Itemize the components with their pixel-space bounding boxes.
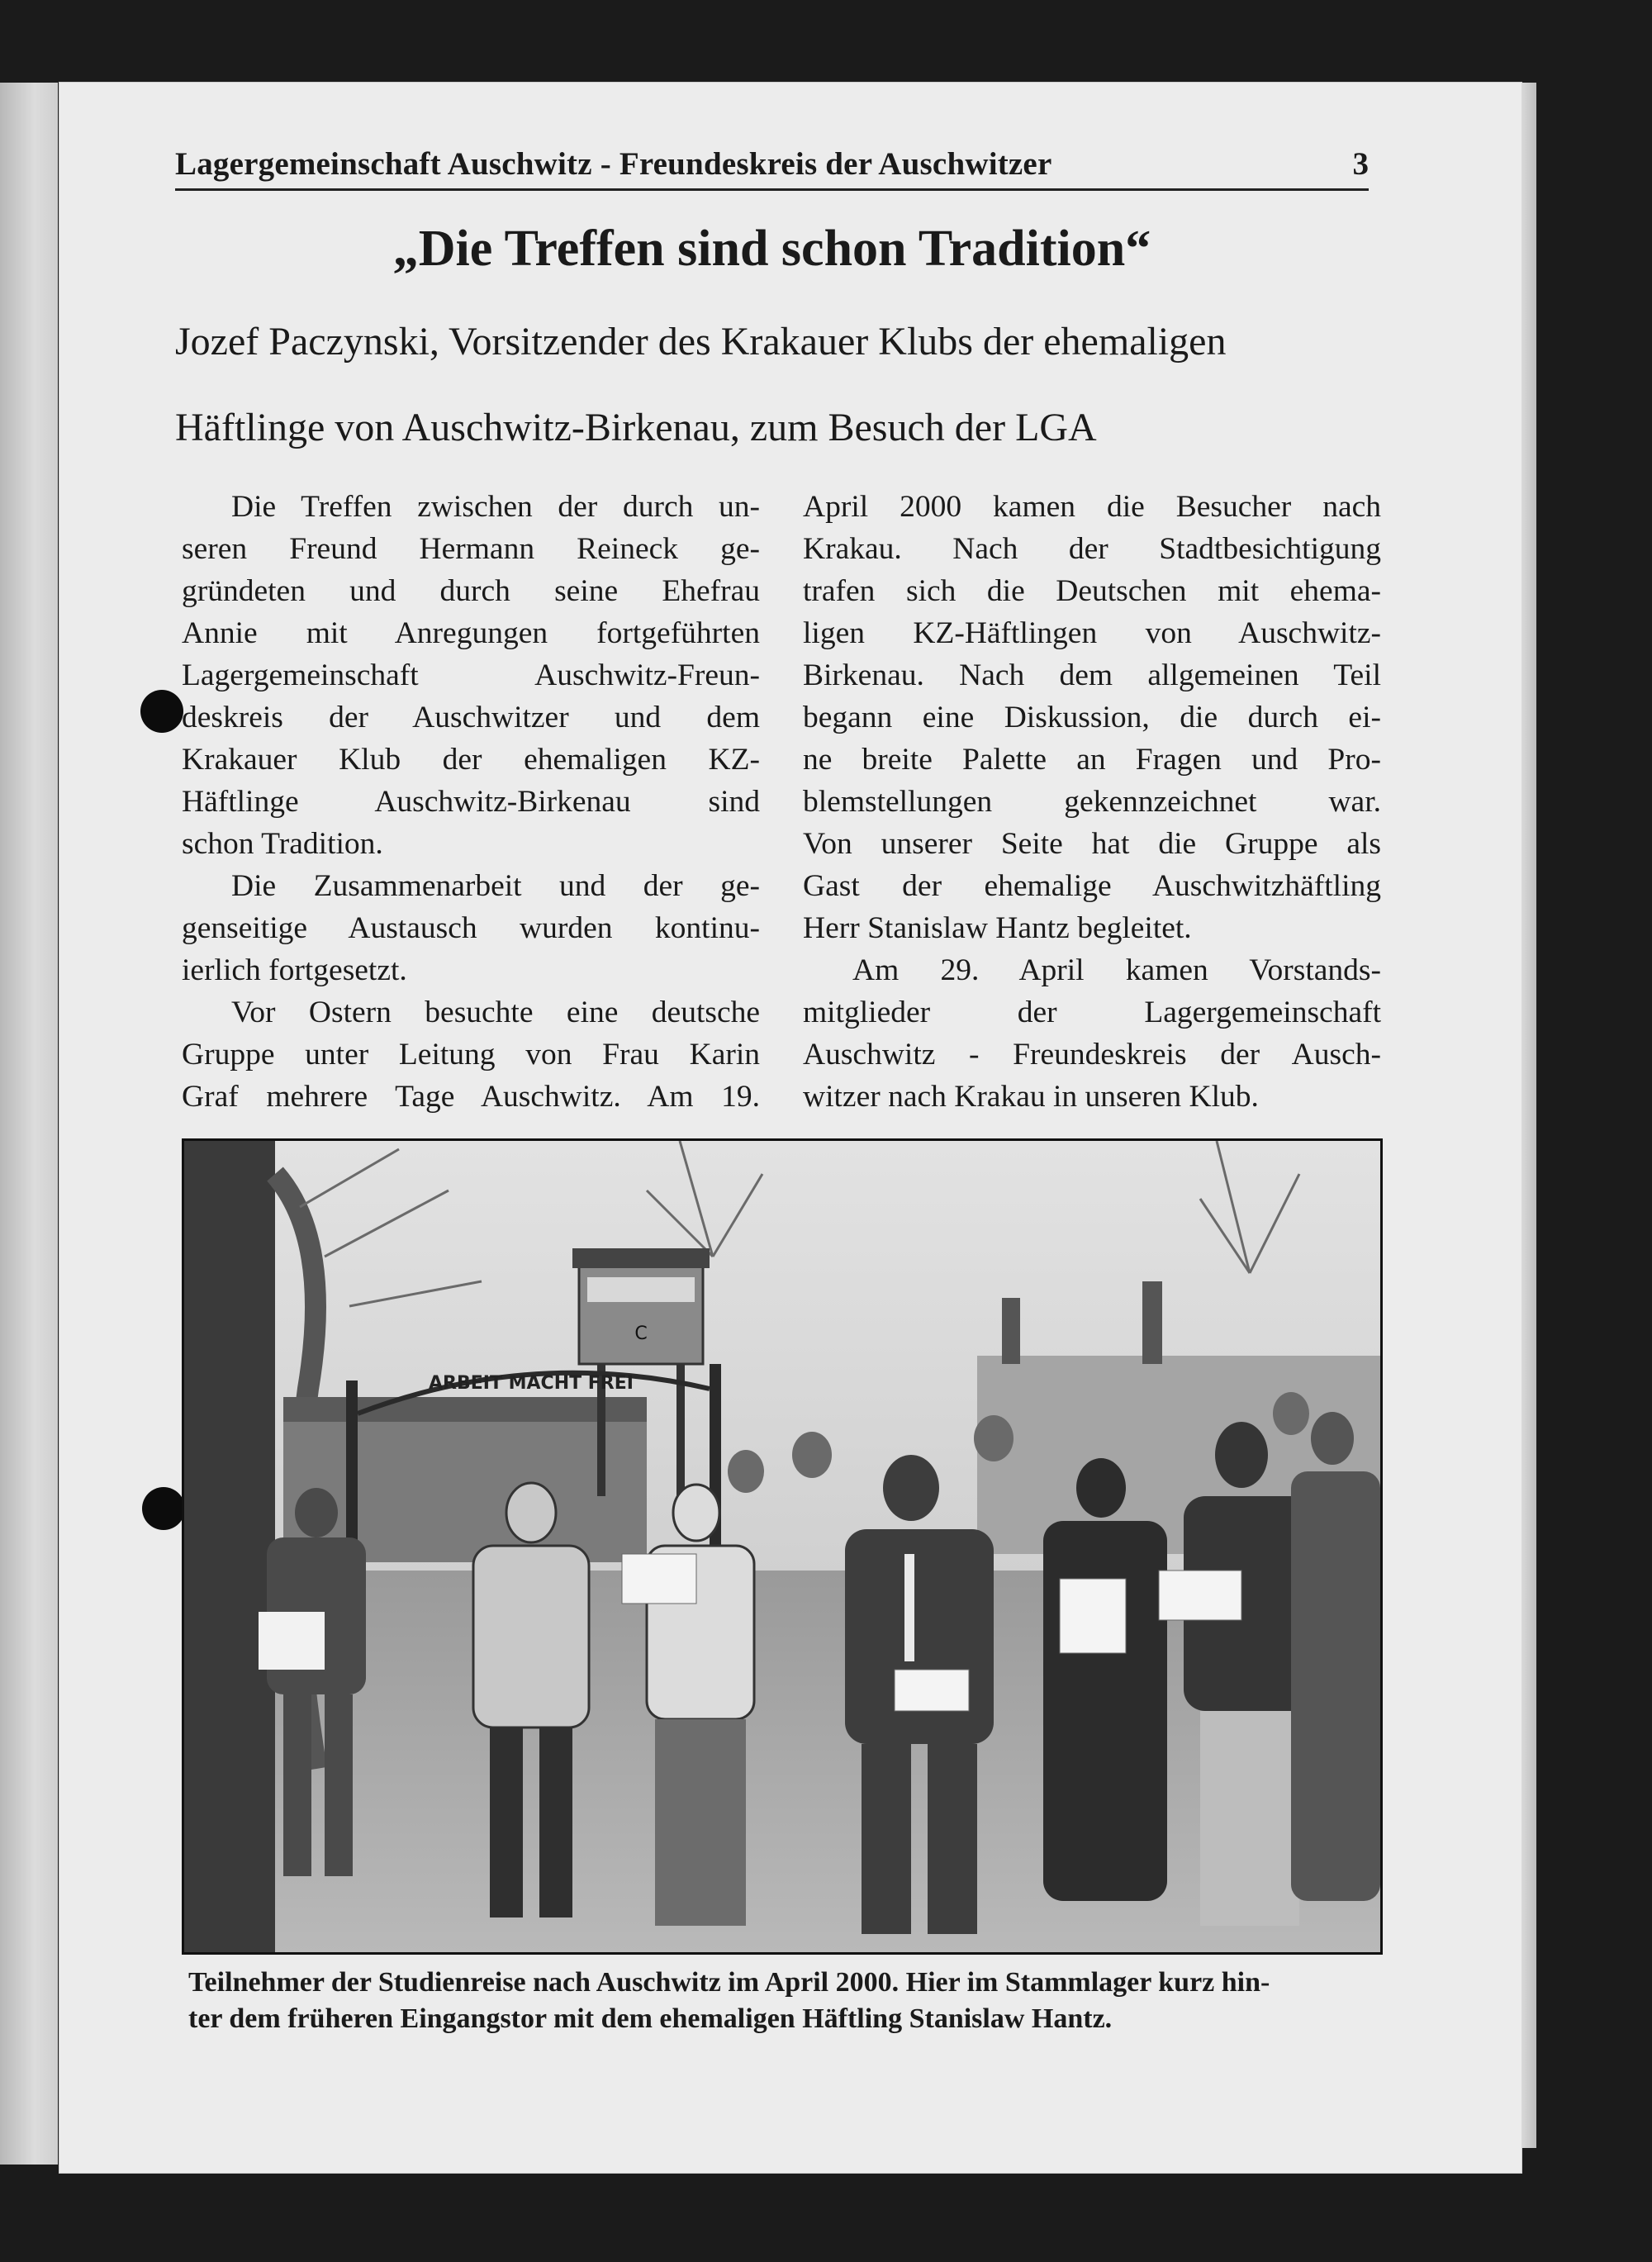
text-line: ierlich fortgesetzt.	[182, 953, 407, 987]
text-line: Lagergemeinschaft Auschwitz-Freun-	[182, 658, 760, 692]
text-line: ligen KZ-Häftlingen von Auschwitz-	[803, 616, 1381, 650]
text-line: Die Treffen zwischen der durch un-	[231, 490, 760, 524]
text-line: Vor Ostern besuchte eine deutsche	[231, 996, 760, 1029]
text-line: Die Zusammenarbeit und der ge-	[231, 869, 760, 903]
text-line: deskreis der Auschwitzer und dem	[182, 701, 760, 734]
article-subtitle	[175, 299, 1369, 471]
caption-line: ter dem früheren Eingangstor mit dem ehemaligen Häftling Stanislaw Hantz.	[188, 2003, 1113, 2034]
punch-hole-top	[140, 690, 183, 733]
text-line: Häftlinge Auschwitz-Birkenau sind	[182, 785, 760, 819]
text-line: Krakauer Klub der ehemaligen KZ-	[182, 743, 760, 777]
text-line: begann eine Diskussion, die durch ei-	[803, 701, 1381, 734]
subtitle-line: Häftlinge von Auschwitz-Birkenau, zum Besuch der LGA	[175, 406, 1097, 449]
page-number: 3	[1352, 146, 1369, 182]
text-line: Birkenau. Nach dem allgemeinen Teil	[803, 658, 1381, 692]
punch-hole-bottom	[142, 1487, 185, 1530]
text-column-right	[803, 486, 1381, 1118]
text-line: seren Freund Hermann Reineck ge-	[182, 532, 760, 566]
text-line: April 2000 kamen die Besucher nach	[803, 490, 1381, 524]
text-column-left	[182, 486, 760, 1118]
photo-caption	[188, 1965, 1378, 2037]
text-line: Gruppe unter Leitung von Frau Karin	[182, 1038, 760, 1072]
text-line: ne breite Palette an Fragen und Pro-	[803, 743, 1381, 777]
gate-sign: ARBEIT MACHT FREI	[429, 1373, 634, 1394]
photo-illustration	[184, 1141, 1380, 1952]
text-line: gründeten und durch seine Ehefrau	[182, 574, 760, 608]
adjacent-page-edge	[0, 83, 58, 2165]
page-edge	[1521, 83, 1536, 2148]
text-line: schon Tradition.	[182, 827, 383, 861]
text-line: Krakau. Nach der Stadtbesichtigung	[803, 532, 1381, 566]
text-line: Graf mehrere Tage Auschwitz. Am 19.	[182, 1080, 760, 1114]
text-line: mitglieder der Lagergemeinschaft	[803, 996, 1381, 1029]
text-line: Annie mit Anregungen fortgeführten	[182, 616, 760, 650]
caption-line: Teilnehmer der Studienreise nach Auschwitz im April 2000. Hier im Stammlager kurz hin-	[188, 1967, 1270, 1998]
text-line: witzer nach Krakau in unseren Klub.	[803, 1080, 1259, 1114]
tower-letter: C	[634, 1323, 648, 1344]
text-line: Gast der ehemalige Auschwitzhäftling	[803, 869, 1381, 903]
running-header	[175, 145, 1369, 191]
text-line: Von unserer Seite hat die Gruppe als	[803, 827, 1381, 861]
text-line: Am 29. April kamen Vorstands-	[852, 953, 1381, 987]
subtitle-line: Jozef Paczynski, Vorsitzender des Krakauer Klubs der ehemaligen	[175, 320, 1227, 364]
text-line: blemstellungen gekennzeichnet war.	[803, 785, 1381, 819]
text-line: trafen sich die Deutschen mit ehema-	[803, 574, 1381, 608]
header-title: Lagergemeinschaft Auschwitz - Freundeskreis der Auschwitzer	[175, 146, 1052, 182]
group-photo	[182, 1138, 1383, 1955]
article-title: „Die Treffen sind schon Tradition“	[392, 221, 1151, 277]
text-line: genseitige Austausch wurden kontinu-	[182, 911, 760, 945]
text-line: Herr Stanislaw Hantz begleitet.	[803, 911, 1192, 945]
text-line: Auschwitz - Freundeskreis der Ausch-	[803, 1038, 1381, 1072]
